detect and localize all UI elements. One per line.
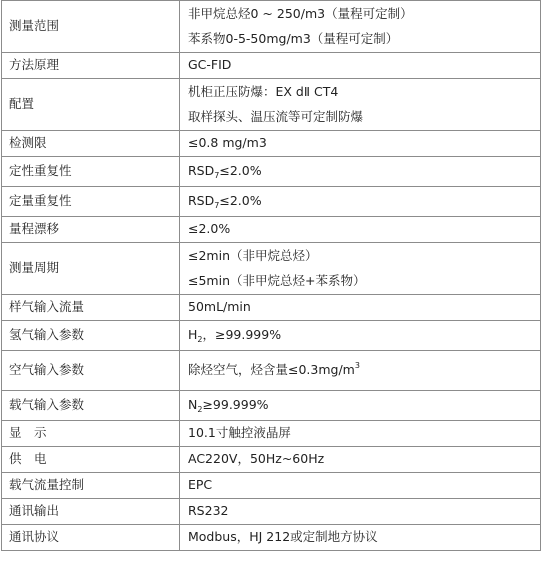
spec-value-line: 非甲烷总烃0 ~ 250/m3（量程可定制） bbox=[188, 5, 413, 21]
spec-label: 空气输入参数 bbox=[2, 351, 180, 391]
spec-value-line: ≤2.0% bbox=[188, 221, 231, 237]
spec-value bbox=[180, 187, 541, 217]
spec-value bbox=[180, 1, 541, 53]
spec-label: 样气输入流量 bbox=[2, 295, 180, 321]
spec-value bbox=[180, 243, 541, 295]
spec-row-carrier-gas-input bbox=[2, 391, 541, 421]
spec-row-method-principle bbox=[2, 53, 541, 79]
spec-label: 检测限 bbox=[2, 131, 180, 157]
spec-value bbox=[180, 321, 541, 351]
text-part: ≤2.0% bbox=[219, 163, 262, 179]
spec-value-line: ≤0.8 mg/m3 bbox=[188, 135, 267, 151]
spec-row-detection-limit bbox=[2, 131, 541, 157]
spec-value-line bbox=[188, 395, 540, 415]
spec-table-body bbox=[2, 1, 541, 551]
superscript: 3 bbox=[354, 361, 360, 371]
spec-row-qualitative-repeatability bbox=[2, 157, 541, 187]
spec-value bbox=[180, 53, 541, 79]
spec-value bbox=[180, 351, 541, 391]
subscript: 2 bbox=[197, 335, 203, 345]
spec-label: 定性重复性 bbox=[2, 157, 180, 187]
spec-row-hydrogen-input bbox=[2, 321, 541, 351]
spec-row-carrier-flow-control bbox=[2, 473, 541, 499]
spec-row-air-input bbox=[2, 351, 541, 391]
spec-value bbox=[180, 421, 541, 447]
spec-value bbox=[180, 79, 541, 131]
spec-value bbox=[180, 525, 541, 551]
spec-row-quantitative-repeatability bbox=[2, 187, 541, 217]
spec-label: 测量范围 bbox=[2, 1, 180, 53]
spec-row-communication-output bbox=[2, 499, 541, 525]
spec-label: 定量重复性 bbox=[2, 187, 180, 217]
spec-value bbox=[180, 499, 541, 525]
spec-value bbox=[180, 131, 541, 157]
spec-row-display bbox=[2, 421, 541, 447]
spec-value-line bbox=[188, 161, 540, 181]
text-part: H bbox=[188, 327, 198, 343]
spec-value-line: 机柜正压防爆：EX dⅡ CT4 bbox=[188, 83, 339, 99]
spec-label: 显 示 bbox=[2, 421, 180, 447]
spec-value bbox=[180, 295, 541, 321]
spec-label: 通讯输出 bbox=[2, 499, 180, 525]
spec-row-communication-protocol bbox=[2, 525, 541, 551]
spec-table bbox=[1, 0, 541, 551]
spec-value-line bbox=[188, 191, 540, 211]
spec-row-measurement-cycle bbox=[2, 243, 541, 295]
spec-label: 量程漂移 bbox=[2, 217, 180, 243]
spec-value-line: ≤2min（非甲烷总烃） bbox=[188, 247, 318, 263]
spec-value bbox=[180, 473, 541, 499]
spec-label: 测量周期 bbox=[2, 243, 180, 295]
spec-label: 载气流量控制 bbox=[2, 473, 180, 499]
spec-value-line: 取样探头、温压流等可定制防爆 bbox=[188, 109, 364, 124]
spec-label: 氢气输入参数 bbox=[2, 321, 180, 351]
spec-row-configuration bbox=[2, 79, 541, 131]
spec-value bbox=[180, 447, 541, 473]
spec-value-line: Modbus，HJ 212或定制地方协议 bbox=[188, 529, 378, 545]
spec-label: 载气输入参数 bbox=[2, 391, 180, 421]
subscript: 7 bbox=[214, 171, 220, 181]
spec-value-line: AC220V，50Hz~60Hz bbox=[188, 451, 325, 467]
spec-value bbox=[180, 217, 541, 243]
spec-row-power-supply bbox=[2, 447, 541, 473]
spec-label: 配置 bbox=[2, 79, 180, 131]
text-part: ≥99.999% bbox=[202, 397, 269, 413]
text-part: RSD bbox=[188, 193, 215, 209]
text-part: RSD bbox=[188, 163, 215, 179]
spec-row-sample-gas-flow bbox=[2, 295, 541, 321]
spec-row-range-drift bbox=[2, 217, 541, 243]
text-part: 除烃空气，烃含量≤0.3mg/m bbox=[188, 362, 355, 378]
spec-value-line: RS232 bbox=[188, 503, 229, 519]
spec-value bbox=[180, 157, 541, 187]
subscript: 7 bbox=[214, 201, 220, 211]
spec-value-line: 50mL/min bbox=[188, 299, 251, 315]
spec-value bbox=[180, 391, 541, 421]
spec-label: 供 电 bbox=[2, 447, 180, 473]
subscript: 2 bbox=[197, 405, 203, 415]
spec-row-measuring-range bbox=[2, 1, 541, 53]
spec-label: 方法原理 bbox=[2, 53, 180, 79]
spec-value-line: EPC bbox=[188, 477, 213, 493]
spec-value-line: 苯系物0-5-50mg/m3（量程可定制） bbox=[188, 31, 399, 46]
spec-value-line: ≤5min（非甲烷总烃+苯系物） bbox=[188, 273, 366, 288]
text-part: ≤2.0% bbox=[219, 193, 262, 209]
spec-label: 通讯协议 bbox=[2, 525, 180, 551]
text-part: N bbox=[188, 397, 198, 413]
spec-value-line bbox=[188, 325, 540, 345]
spec-value-line bbox=[188, 360, 540, 380]
spec-value-line: GC-FID bbox=[188, 57, 232, 73]
spec-value-line: 10.1寸触控液晶屏 bbox=[188, 425, 291, 441]
text-part: ，≥99.999% bbox=[202, 327, 282, 343]
